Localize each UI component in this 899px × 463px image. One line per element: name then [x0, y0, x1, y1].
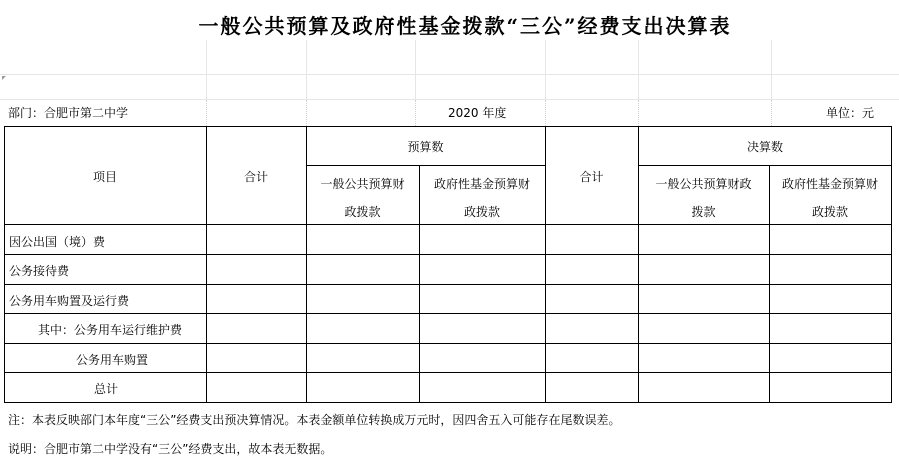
- column-header-budget-fund-line1: 政府性基金预算财: [433, 177, 530, 191]
- row-label-overseas-travel: 因公出国（境）费: [9, 235, 106, 249]
- column-header-final-fund-line1: 政府性基金预算财: [781, 177, 878, 191]
- column-header-final-general-line2: 拨款: [691, 205, 716, 219]
- column-group-budget: 预算数: [407, 140, 444, 154]
- row-label-vehicle-purchase: 公务用车购置: [76, 353, 149, 367]
- row-label-vehicle-operation: 其中：公务用车运行维护费: [38, 323, 183, 337]
- row-label-official-reception: 公务接待费: [9, 264, 70, 278]
- cell-corner-marker: [2, 76, 6, 80]
- column-header-budget-fund-line2: 政拨款: [463, 205, 500, 219]
- unit-label: 单位：元: [826, 106, 875, 120]
- report-title: 一般公共预算及政府性基金拨款“三公”经费支出决算表: [198, 14, 732, 38]
- column-header-final-general-line1: 一般公共预算财政: [655, 177, 752, 191]
- column-header-final-total: 合计: [579, 170, 604, 184]
- row-label-total: 总计: [94, 382, 119, 396]
- column-header-final-fund-line2: 政拨款: [811, 205, 848, 219]
- column-header-budget-total: 合计: [243, 170, 268, 184]
- spreadsheet-grid-background: [0, 40, 899, 100]
- footnote-explanation: 说明：合肥市第二中学没有“三公”经费支出，故本表无数据。: [8, 442, 333, 456]
- column-header-budget-general-line1: 一般公共预算财: [320, 177, 405, 191]
- column-header-budget-general-line2: 政拨款: [344, 205, 381, 219]
- footnote-note: 注：本表反映部门本年度“三公”经费支出预决算情况。本表金额单位转换成万元时，因四舍五入可能存在尾数误差。: [8, 413, 621, 427]
- column-group-final: 决算数: [746, 140, 783, 154]
- department-label: 部门：合肥市第二中学: [8, 106, 129, 120]
- row-label-vehicle-total: 公务用车购置及运行费: [9, 294, 130, 308]
- column-header-item: 项目: [92, 170, 117, 184]
- year-label: 2020 年度: [448, 106, 507, 120]
